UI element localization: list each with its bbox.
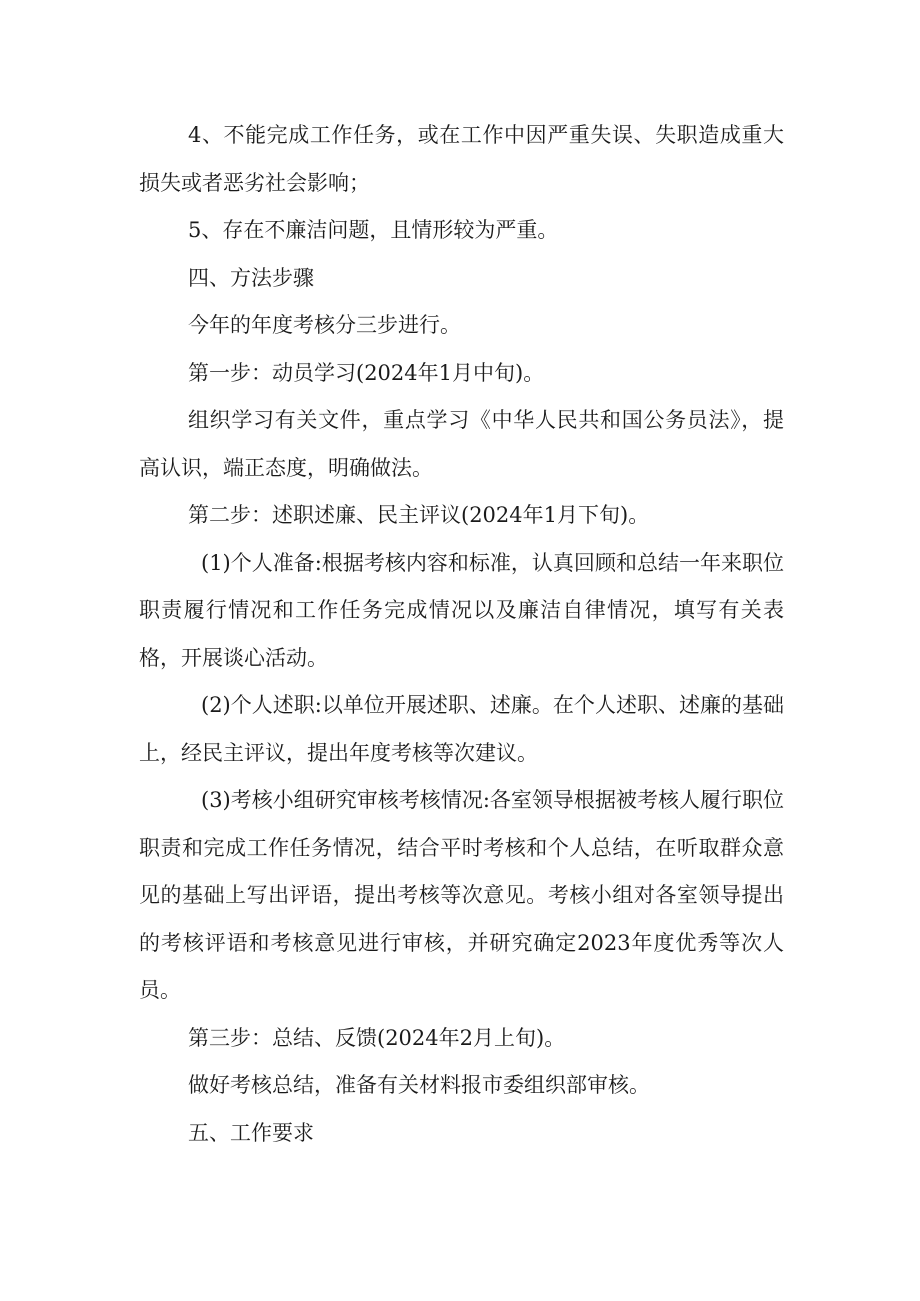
step-two-item-3: (3)考核小组研究审核考核情况:各室领导根据被考核人履行职位职责和完成工作任务情况，结合平时考核和个人总结，在听取群众意见的基础上写出评语，提出考核等次意见。考核小组对各室领导提出的考核评语和考核意见进行审核，并研究确定2023年度优秀等次人员。: [139, 788, 784, 1002]
step-two-heading: 第二步：述职述廉、民主评议(2024年1月下旬)。: [188, 503, 650, 527]
step-two-item-1: (1)个人准备:根据考核内容和标准，认真回顾和总结一年来职位职责履行情况和工作任务完成情况以及廉洁自律情况，填写有关表格，开展谈心活动。: [139, 550, 784, 670]
document-page: [139, 112, 784, 1157]
step-one-heading: 第一步：动员学习(2024年1月中旬)。: [188, 360, 545, 385]
step-three-body: 做好考核总结，准备有关材料报市委组织部审核。: [188, 1073, 650, 1097]
section-heading-methods: 四、方法步骤: [188, 265, 314, 290]
step-two-item-2: (2)个人述职:以单位开展述职、述廉。在个人述职、述廉的基础上，经民主评议，提出年度考核等次建议。: [139, 693, 784, 765]
paragraph-condition-5: 5、存在不廉洁问题，且情形较为严重。: [188, 218, 559, 242]
step-three-heading: 第三步：总结、反馈(2024年2月上旬)。: [188, 1025, 566, 1050]
section-heading-requirements: 五、工作要求: [188, 1120, 314, 1145]
paragraph-condition-4: 4、不能完成工作任务，或在工作中因严重失误、失职造成重大损失或者恶劣社会影响；: [139, 123, 784, 195]
step-one-body: 组织学习有关文件，重点学习《中华人民共和国公务员法》，提高认识，端正态度，明确做法。: [139, 408, 784, 480]
paragraph-three-steps: 今年的年度考核分三步进行。: [188, 313, 461, 337]
